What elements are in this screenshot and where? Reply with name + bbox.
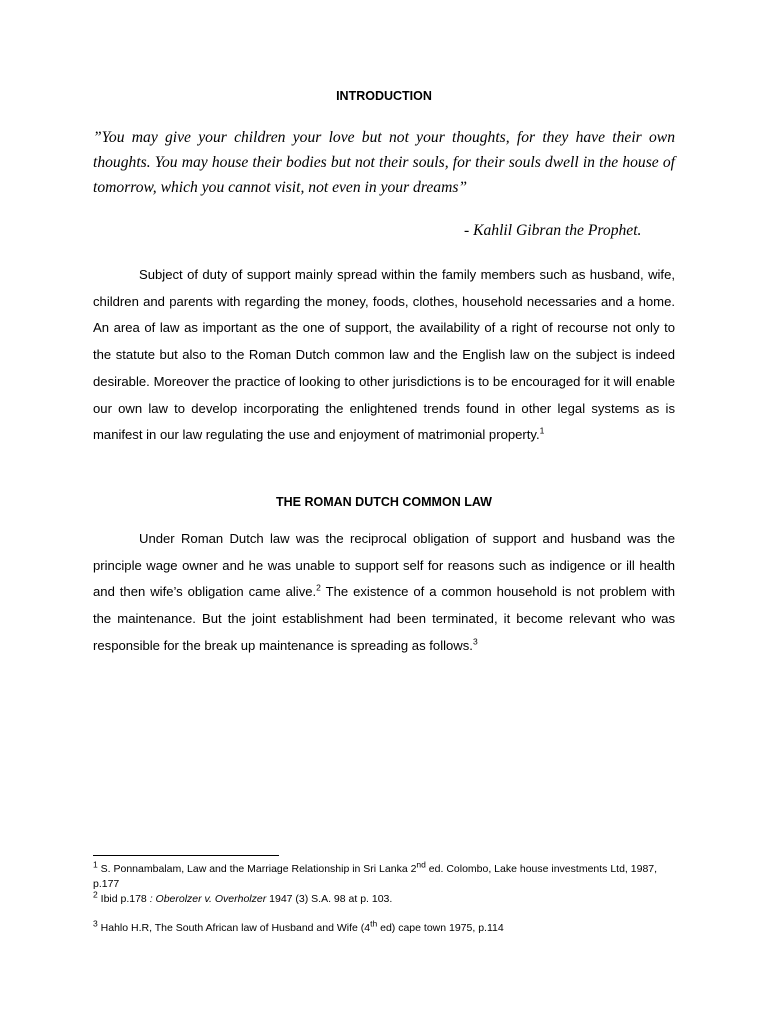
footnote-1 <box>93 859 678 892</box>
paragraph-text: The existence of a common household is not problem with the maintenance. But the joint establishment had been terminated, it become relevant who was responsible for the break up maintenance is spreading as follows. <box>93 584 676 653</box>
case-citation: : Oberolzer v. Overholzer <box>149 893 267 905</box>
roman-dutch-heading: THE ROMAN DUTCH COMMON LAW <box>276 495 492 509</box>
footnote-2 <box>93 889 678 907</box>
paragraph-text: Under Roman Dutch law was the reciprocal obligation of support and husband was the principle wage owner and he was unable to support self for reasons such as indigence or ill health and then wife’s obligation came alive. <box>93 531 675 600</box>
footnote-superscript: nd <box>416 859 426 870</box>
footnote-3 <box>93 918 678 936</box>
footnote-superscript: th <box>370 918 378 929</box>
paragraph-support-duty <box>93 262 675 449</box>
footnote-text: Ibid p.178 <box>97 893 150 905</box>
footnote-ref-2[interactable]: 2 <box>316 583 321 594</box>
paragraph-text: Subject of duty of support mainly spread within the family members such as husband, wife, children and parents with regarding the money, foods, clothes, household necessaries and a home. An area of law as important as the one of support, the availability of a right of recourse not only to the statute but also to the Roman Dutch common law and the English law on the subject is indeed desirable. Moreover the practice of looking to other jurisdictions is to be encouraged for it will enable our own law to develop incorporating the enlightened trends found in other legal systems as is manifest in our law regulating the use and enjoyment of matrimonial property. <box>93 267 675 443</box>
footnote-ref-3[interactable]: 3 <box>472 636 478 647</box>
footnote-separator <box>93 855 279 856</box>
footnote-number: 1 <box>93 859 98 870</box>
footnote-text: Hahlo H.R, The South African law of Husband and Wife (4 <box>97 922 371 934</box>
quote-attribution: - Kahlil Gibran the Prophet. <box>464 222 642 239</box>
gibran-quote: ”You may give your children your love but not your thoughts, for they have their own thoughts. You may house their bodies but not their souls, for their souls dwell in the house of tomorrow, which you cannot visit, not even in your dreams” <box>93 129 675 196</box>
footnote-text: ed) cape town 1975, p.114 <box>377 922 504 934</box>
footnote-number: 3 <box>93 918 98 929</box>
footnote-text: ed. Colombo, Lake house investments Ltd, 1987, p.177 <box>93 863 658 890</box>
footnote-text: 1947 (3) S.A. 98 at p. 103. <box>266 893 393 905</box>
footnote-number: 2 <box>93 889 98 900</box>
paragraph-roman-dutch <box>93 526 675 660</box>
footnote-text: S. Ponnambalam, Law and the Marriage Relationship in Sri Lanka 2 <box>97 863 417 875</box>
footnote-ref-1[interactable]: 1 <box>539 425 545 436</box>
introduction-heading: INTRODUCTION <box>336 89 432 103</box>
